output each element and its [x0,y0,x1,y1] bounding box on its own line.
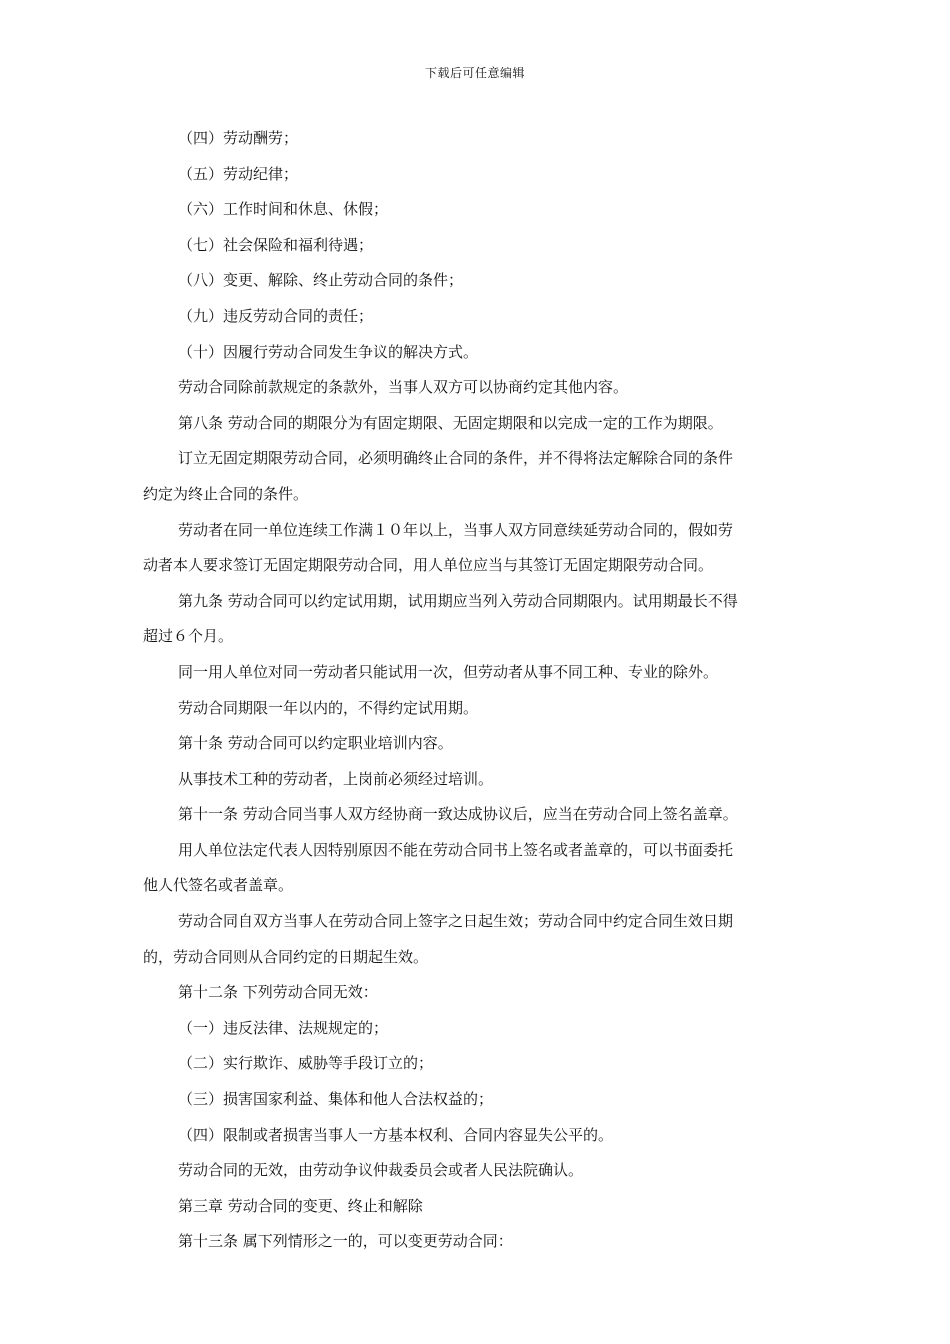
paragraph-line: 超过６个月。 [143,627,234,646]
paragraph-line: （八）变更、解除、终止劳动合同的条件； [178,271,464,290]
paragraph-line: 同一用人单位对同一劳动者只能试用一次，但劳动者从事不同工种、专业的除外。 [178,662,719,681]
paragraph-line: 第十一条 劳动合同当事人双方经协商一致达成协议后，应当在劳动合同上签名盖章。 [178,805,738,824]
paragraph-line: （十）因履行劳动合同发生争议的解决方式。 [178,342,479,361]
paragraph-line: 劳动合同期限一年以内的，不得约定试用期。 [178,698,479,717]
paragraph-line: 动者本人要求签订无固定期限劳动合同，用人单位应当与其签订无固定期限劳动合同。 [143,556,714,575]
paragraph-line: 第三章 劳动合同的变更、终止和解除 [178,1196,423,1215]
paragraph-line: 约定为终止合同的条件。 [143,484,309,503]
paragraph-line: 劳动者在同一单位连续工作满１０年以上，当事人双方同意续延劳动合同的，假如劳 [178,520,734,539]
paragraph-line: 第九条 劳动合同可以约定试用期，试用期应当列入劳动合同期限内。试用期最长不得 [178,591,738,610]
paragraph-line: 劳动合同除前款规定的条款外，当事人双方可以协商约定其他内容。 [178,378,629,397]
paragraph-line: 他人代签名或者盖章。 [143,876,294,895]
paragraph-line: 第八条 劳动合同的期限分为有固定期限、无固定期限和以完成一定的工作为期限。 [178,413,723,432]
paragraph-line: （四）限制或者损害当事人一方基本权利、合同内容显失公平的。 [178,1125,614,1144]
paragraph-line: 订立无固定期限劳动合同，必须明确终止合同的条件，并不得将法定解除合同的条件 [178,449,734,468]
paragraph-line: 第十条 劳动合同可以约定职业培训内容。 [178,734,453,753]
paragraph-line: 从事技术工种的劳动者，上岗前必须经过培训。 [178,769,494,788]
paragraph-line: （五）劳动纪律； [178,164,299,183]
paragraph-line: （一）违反法律、法规规定的； [178,1018,389,1037]
paragraph-line: （九）违反劳动合同的责任； [178,306,374,325]
paragraph-line: 第十三条 属下列情形之一的，可以变更劳动合同： [178,1232,513,1251]
paragraph-line: （三）损害国家利益、集体和他人合法权益的； [178,1090,494,1109]
paragraph-line: 的，劳动合同则从合同约定的日期起生效。 [143,947,429,966]
paragraph-line: （二）实行欺诈、威胁等手段订立的； [178,1054,434,1073]
paragraph-line: （七）社会保险和福利待遇； [178,235,374,254]
document-body [143,121,808,1260]
paragraph-line: 劳动合同的无效，由劳动争议仲裁委员会或者人民法院确认。 [178,1161,584,1180]
paragraph-line: （四）劳动酬劳； [178,129,299,147]
page-header-note: 下载后可任意编辑 [424,66,525,80]
paragraph-line: 用人单位法定代表人因特别原因不能在劳动合同书上签名或者盖章的，可以书面委托 [178,840,734,859]
paragraph-line: 劳动合同自双方当事人在劳动合同上签字之日起生效；劳动合同中约定合同生效日期 [178,912,734,931]
paragraph-line: 第十二条 下列劳动合同无效： [178,983,378,1002]
paragraph-line: （六）工作时间和休息、休假； [178,200,389,219]
